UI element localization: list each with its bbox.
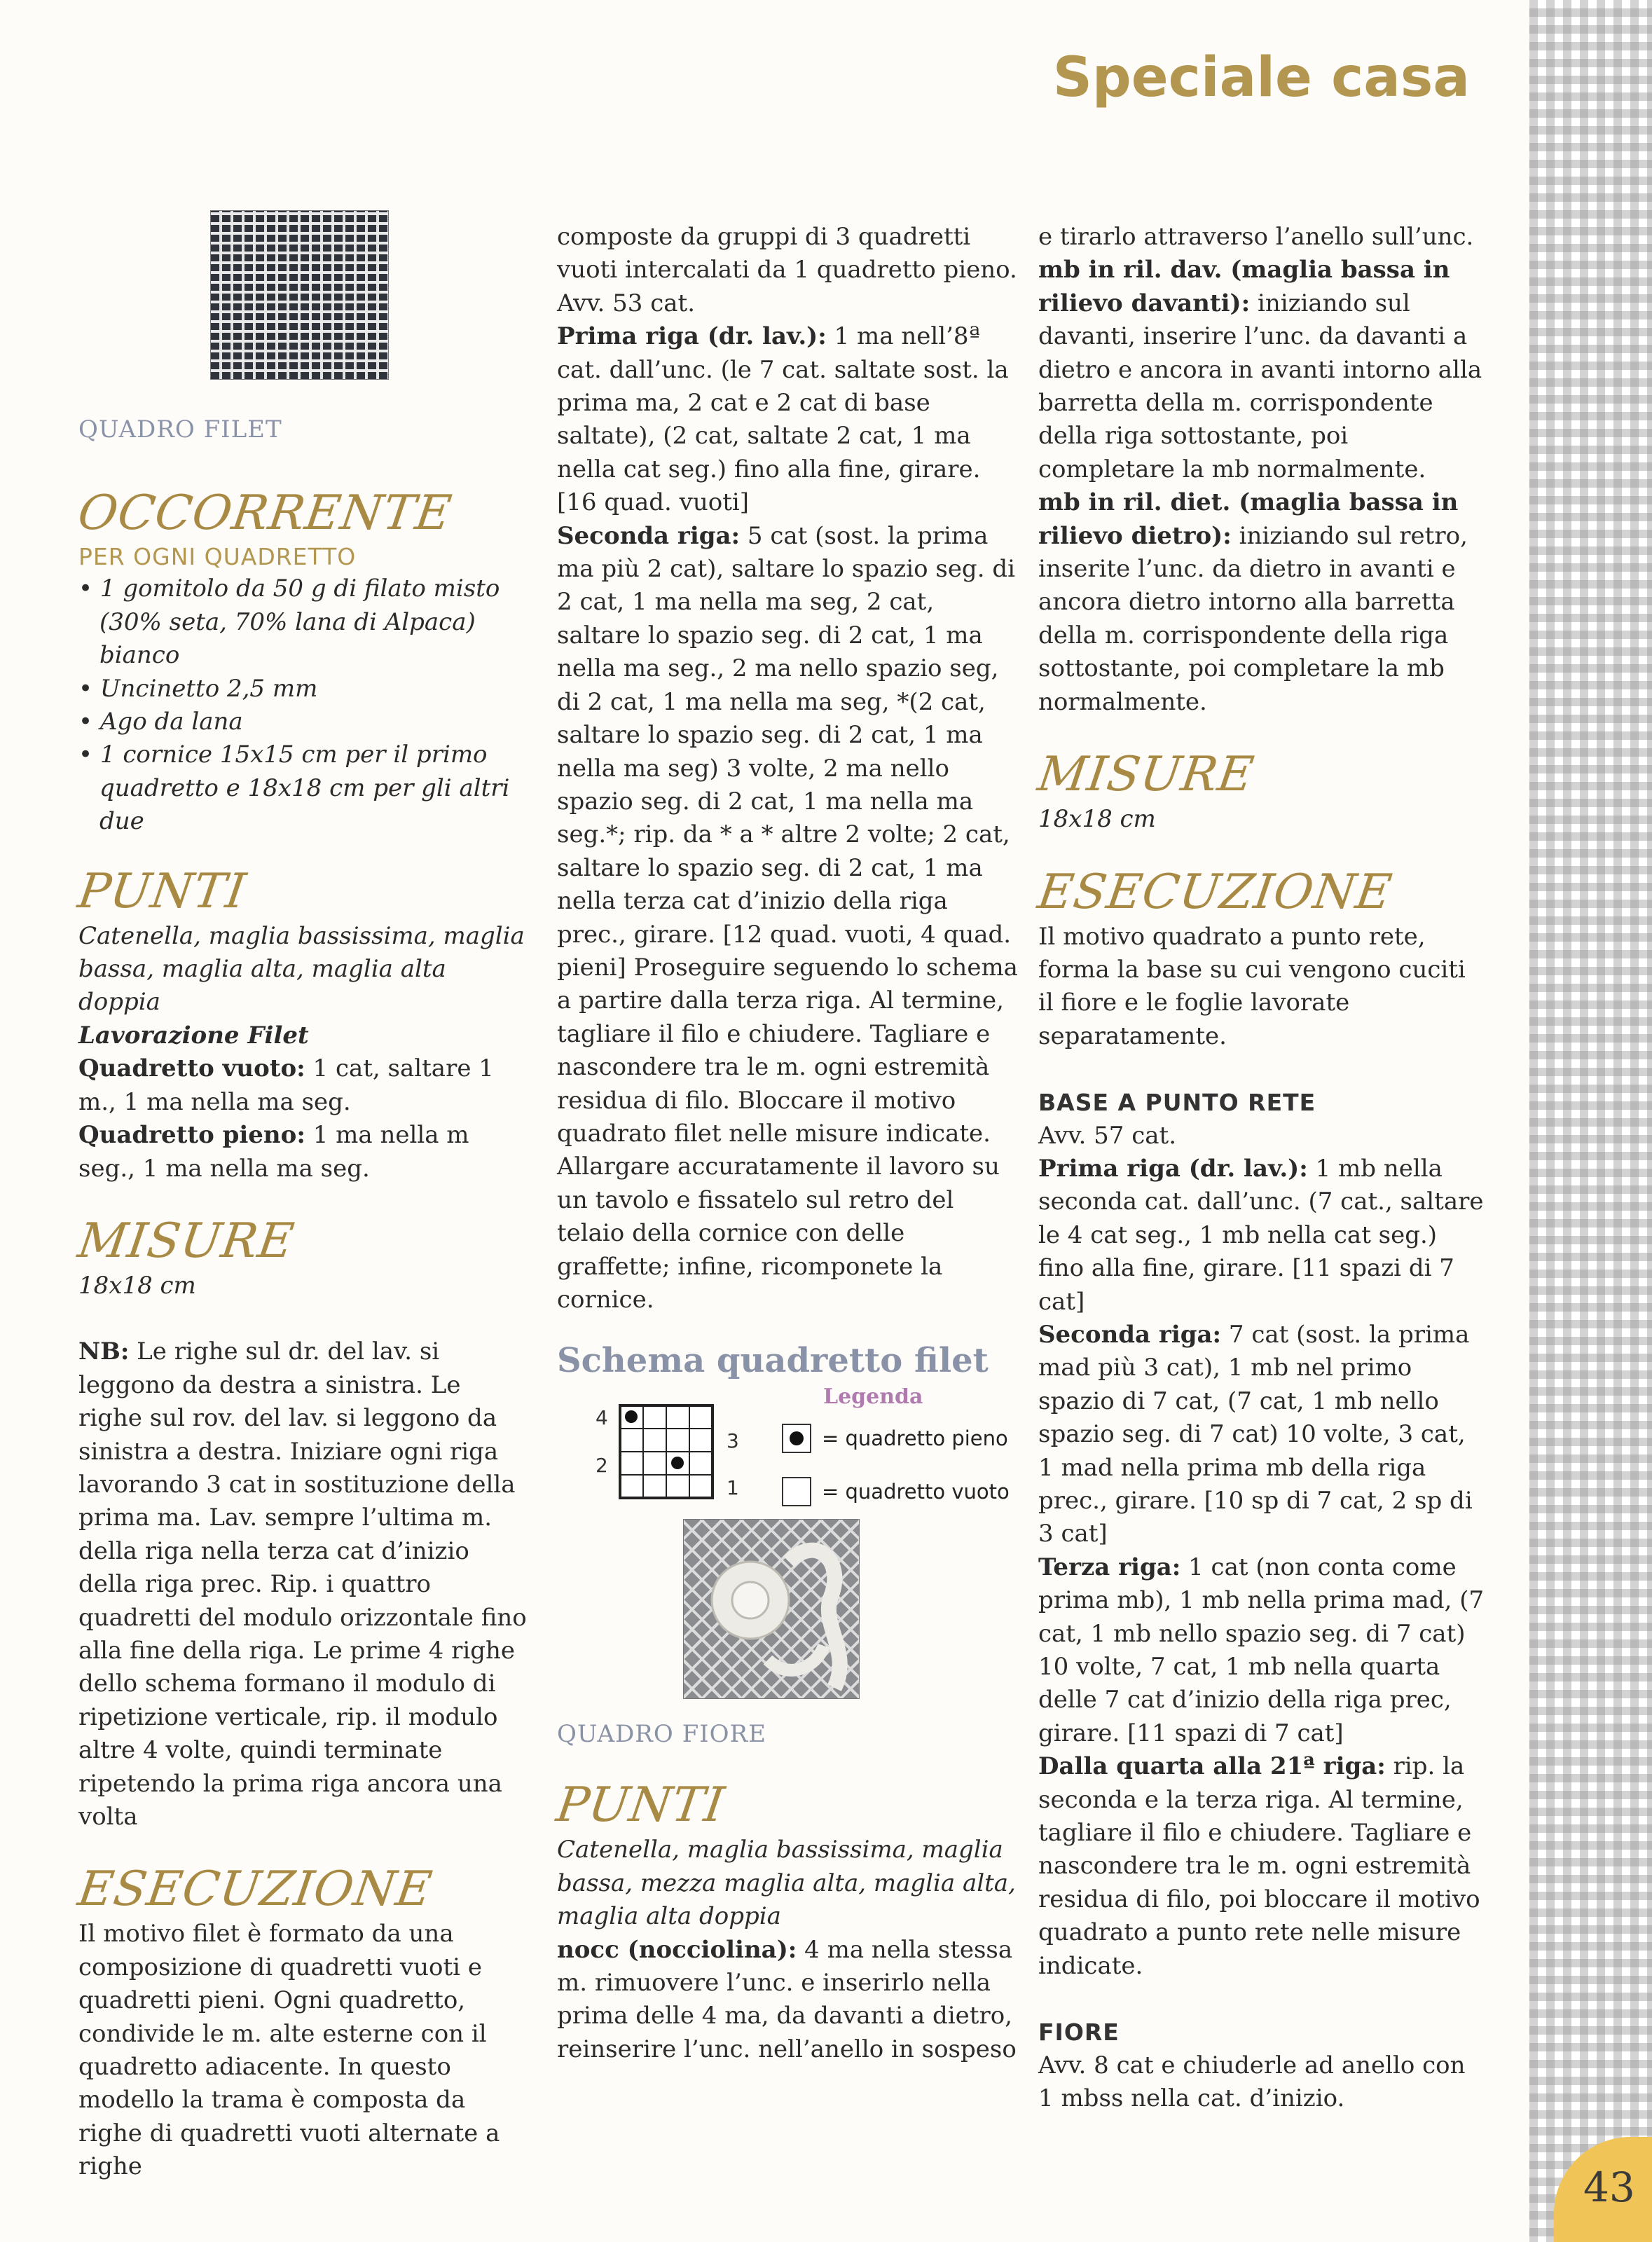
- filet-square-photo: [210, 210, 389, 380]
- page-number: 43: [1583, 2164, 1635, 2211]
- row-label-4: 4: [596, 1405, 608, 1429]
- avv-text: Avv. 53 cat.: [557, 289, 696, 317]
- heading-fiore: FIORE: [1038, 2019, 1120, 2047]
- material-item: • Ago da lana: [78, 706, 527, 738]
- continued-text: composte da gruppi di 3 quadretti vuoti intercalati da 1 quadretto pieno.: [557, 223, 1017, 284]
- material-item: • 1 cornice 15x15 cm per il primo quadretto e 18x18 cm per gli altri due: [78, 738, 527, 838]
- heading-base-punto-rete: BASE A PUNTO RETE: [1038, 1089, 1316, 1117]
- flower-square-photo: [683, 1519, 860, 1699]
- column-2: [557, 221, 1019, 1563]
- column-3: [1034, 221, 1487, 2115]
- row-label-2: 2: [596, 1453, 608, 1477]
- legend-empty-box: [783, 1478, 811, 1506]
- row-label-3: 3: [727, 1429, 739, 1452]
- quadretto-vuoto: Quadretto vuoto: 1 cat, saltare 1 m., 1 ma nella ma seg.: [78, 1054, 494, 1116]
- base-prima-riga: Prima riga (dr. lav.): 1 mb nella seconda cat. dall’unc. (7 cat., saltare le 4 cat seg., 1 mb nella cat seg.) fino alla fine, girare. [11 spazi di 7 cat]: [1038, 1154, 1484, 1316]
- legend-title: Legenda: [823, 1387, 923, 1409]
- misure-value: 18x18 cm: [78, 1271, 196, 1300]
- page-title: Speciale casa: [1052, 46, 1470, 109]
- heading-esecuzione-2: ESECUZIONE: [1034, 864, 1396, 920]
- base-terza-riga: Terza riga: 1 cat (non conta come prima mb), 1 mb nella prima mad, (7 cat, 1 mb nello spazio seg. di 7 cat) 10 volte, 7 cat, 1 mb nella quarta delle 7 cat d’inizio della riga prec, girare. [11 spazi di 7 cat]: [1038, 1553, 1485, 1747]
- base-quarta-riga: Dalla quarta alla 21ª riga: rip. la seconda e la terza riga. Al termine, tagliare il filo e chiudere. Tagliare e nascondere tra le m. ogni estremità residua di filo, poi bloccare il motivo quadrato a punto rete nelle misure indicate.: [1038, 1752, 1480, 1980]
- legend-full-label: = quadretto pieno: [822, 1426, 1008, 1450]
- fiore-text: Avv. 8 cat e chiuderle ad anello con 1 mbss nella cat. d’inizio.: [1038, 2051, 1466, 2112]
- base-seconda-riga: Seconda riga: 7 cat (sost. la prima mad più 3 cat), 1 mb nel primo spazio di 7 cat, (7 cat, 1 mb nello spazio seg. di 7 cat) 10 volte, 3 cat, 1 mad nella prima mb della riga prec., girare. [10 sp di 7 cat, 2 sp di 3 cat]: [1038, 1320, 1473, 1548]
- caption-quadro-filet: QUADRO FILET: [78, 415, 282, 443]
- mb-ril-dav: mb in ril. dav. (maglia bassa in rilievo davanti): iniziando sul davanti, inserire l’unc. da davanti a dietro e ancora in avanti intorno alla barretta della m. corrispondente della riga sottostante, poi completare la mb normalmente.: [1038, 256, 1482, 483]
- schema-title: Schema quadretto filet: [557, 1341, 989, 1381]
- column-1: [74, 413, 527, 2184]
- material-item: • Uncinetto 2,5 mm: [78, 673, 527, 706]
- punti-text-2: Catenella, maglia bassissima, maglia bassa, mezza maglia alta, maglia alta, maglia alta doppia: [557, 1836, 1016, 1931]
- material-item: • 1 gomitolo da 50 g di filato misto (30% seta, 70% lana di Alpaca) bianco: [78, 572, 527, 672]
- legend-empty-label: = quadretto vuoto: [822, 1479, 1010, 1504]
- punti-filet: Lavorazione Filet: [78, 1021, 309, 1050]
- nb-paragraph: NB: Le righe sul dr. del lav. si leggono da destra a sinistra. Le righe sul rov. del lav. si leggono da sinistra a destra. Iniziare ogni riga lavorando 3 cat in sostituzione della prima ma. Lav. sempre l’ultima m. della riga nella terza cat d’inizio della riga prec. Rip. i quattro quadretti del modulo orizzontale fino alla fine della riga. Le prime 4 righe dello schema formano il modulo di ripetizione verticale, rip. il modulo altre 4 volte, quindi terminate ripetendo la prima riga ancora una volta: [78, 1337, 527, 1831]
- base-avv: Avv. 57 cat.: [1038, 1121, 1177, 1150]
- materials-list: [78, 572, 527, 838]
- prima-riga: Prima riga (dr. lav.): 1 ma nell’8ª cat. dall’unc. (le 7 cat. saltate sost. la prima ma, 2 cat e 2 cat di base saltate), (2 cat, saltate 2 cat, 1 ma nella cat seg.) fino alla fine, girare. [16 quad. vuoti]: [557, 322, 1009, 517]
- misure-value-2: 18x18 cm: [1038, 805, 1156, 834]
- gingham-border: [1529, 0, 1652, 2242]
- quadretto-pieno: Quadretto pieno: 1 ma nella m seg., 1 ma nella ma seg.: [78, 1121, 469, 1183]
- esecuzione-text: Il motivo filet è formato da una composizione di quadretti vuoti e quadretti pieni. Ogni quadretto, condivide le m. alte esterne con il quadretto adiacente. In questo modello la trama è composta da righe di quadretti vuoti alternate a righe: [78, 1920, 500, 2181]
- heading-misure-2: MISURE: [1034, 747, 1258, 803]
- mb-ril-diet: mb in ril. diet. (maglia bassa in rilievo dietro): iniziando sul retro, inserite l’unc. da dietro in avanti e ancora dietro intorno alla barretta della m. corrispondente della riga sottostante, poi completare la mb normalmente.: [1038, 488, 1468, 716]
- esecuzione-text-2: Il motivo quadrato a punto rete, forma la base su cui vengono cuciti il fiore e le foglie lavorate separatamente.: [1038, 922, 1466, 1050]
- continued-text: e tirarlo attraverso l’anello sull’unc.: [1038, 223, 1474, 251]
- filled-dot: [671, 1457, 684, 1469]
- heading-esecuzione: ESECUZIONE: [74, 1862, 436, 1918]
- legend-full-dot: [790, 1431, 804, 1445]
- heading-misure: MISURE: [74, 1213, 298, 1269]
- filled-dot: [625, 1410, 638, 1423]
- column-2-bottom: [553, 1718, 1019, 2066]
- nocc-paragraph: nocc (nocciolina): 4 ma nella stessa m. rimuovere l’unc. e inserirlo nella prima delle 4 ma, da davanti a dietro, reinserire l’unc. nell’anello in sospeso: [557, 1935, 1017, 2063]
- row-label-1: 1: [727, 1476, 739, 1499]
- seconda-riga: Seconda riga: 5 cat (sost. la prima ma più 2 cat), saltare lo spazio seg. di 2 cat, 1 ma nella ma seg, 2 cat, saltare lo spazio seg. di 2 cat, 1 ma nella ma seg., 2 ma nello spazio seg, di 2 cat, 1 ma nella ma seg, *(2 cat, saltare lo spazio seg. di 2 cat, 1 ma nella ma seg) 3 volte, 2 ma nello spazio seg. di 2 cat, 1 ma nella ma seg.*; rip. da * a * altre 2 volte; 2 cat, saltare lo spazio seg. di 2 cat, 1 ma nella terza cat d’inizio della riga prec., girare. [12 quad. vuoti, 4 quad. pieni] Proseguire seguendo lo schema a partire dalla terza riga. Al termine, tagliare il filo e chiudere. Tagliare e nascondere tra le m. ogni estremità residua di filo. Bloccare il motivo quadrato filet nelle misure indicate. Allargare accuratamente il lavoro su un tavolo e fissatelo sul retro del telaio della cornice con delle graffette; infine, ricomponete la cornice.: [557, 521, 1018, 1314]
- heading-occorrente: OCCORRENTE: [74, 486, 455, 542]
- flower-motif: [684, 1520, 859, 1698]
- filet-grid: [620, 1405, 713, 1498]
- heading-punti-2: PUNTI: [553, 1777, 729, 1834]
- subheading-per-ogni-quadretto: PER OGNI QUADRETTO: [78, 543, 357, 571]
- heading-punti: PUNTI: [74, 863, 250, 919]
- caption-quadro-fiore: QUADRO FIORE: [557, 1720, 766, 1748]
- punti-text: Catenella, maglia bassissima, maglia bassa, maglia alta, maglia alta doppia: [78, 921, 525, 1017]
